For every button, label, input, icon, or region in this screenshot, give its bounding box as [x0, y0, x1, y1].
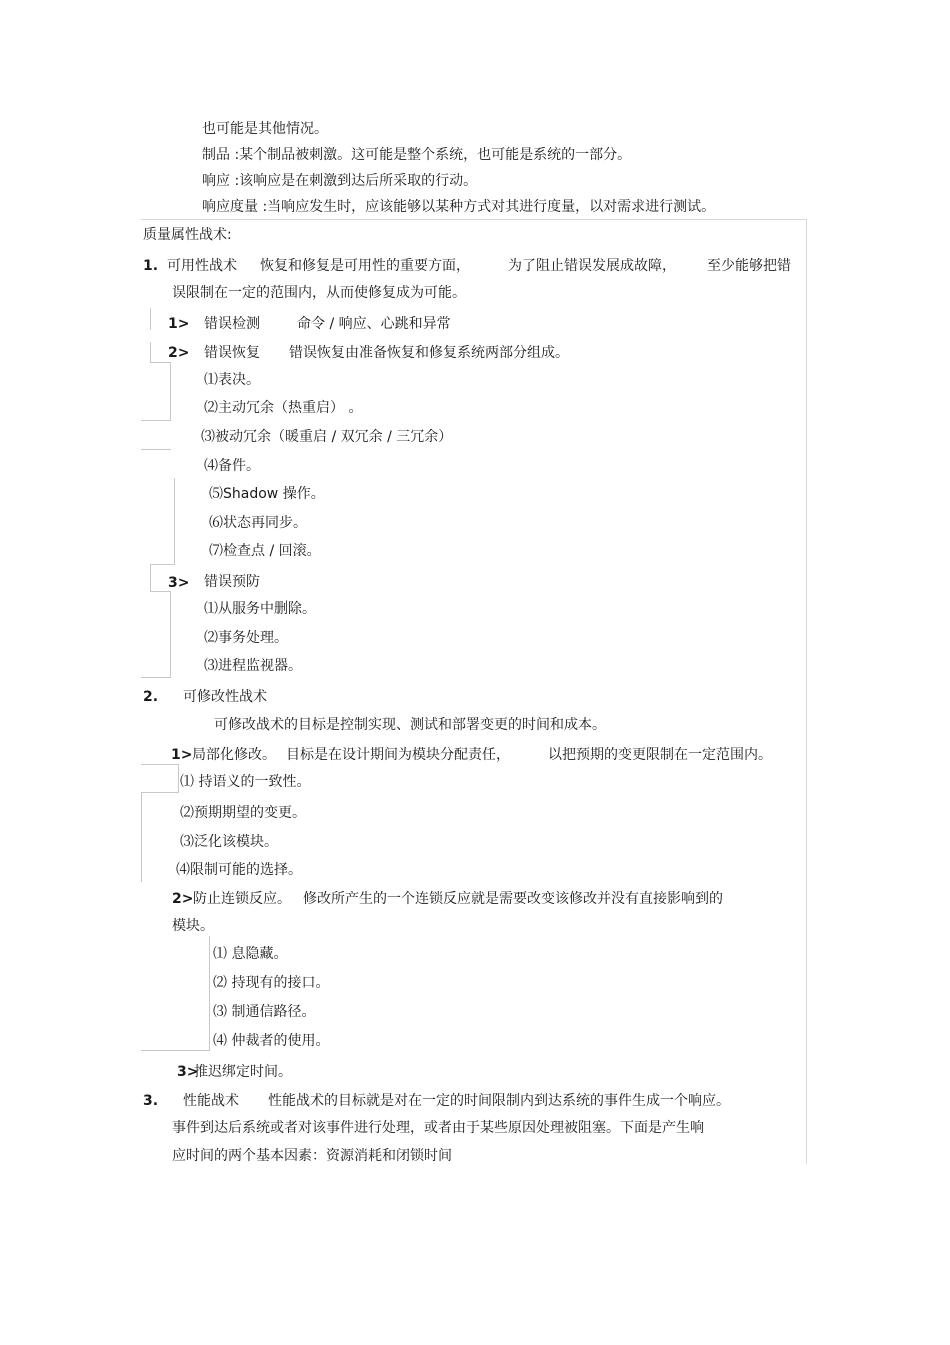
s3-desc-a: 性能战术的目标就是对在一定的时间限制内到达系统的事件生成一个响应。	[268, 1093, 730, 1109]
s1-desc-a: 恢复和修复是可用性的重要方面，	[260, 258, 470, 274]
s2-sub3-title: 推迟绑定时间。	[194, 1064, 292, 1080]
s1-sub1-desc: 命令 / 响应、心跳和异常	[297, 316, 451, 332]
bracket-line	[150, 564, 151, 591]
content-frame-right	[806, 219, 807, 1164]
s2-sub1-desc-a: 目标是在设计期间为模块分配责任，	[286, 747, 510, 763]
intro-line-1: 也可能是其他情况。	[202, 121, 328, 137]
s1-sub2-desc: 错误恢复由准备恢复和修复系统两部分组成。	[289, 345, 569, 361]
s1-sub2-number: 2>	[168, 345, 190, 361]
s1-sub2-item: ⑶被动冗余（暖重启 / 双冗余 / 三冗余）	[201, 429, 453, 445]
s2-number: 2.	[143, 689, 159, 705]
s2-title: 可修改性战术	[183, 689, 267, 705]
s1-sub2-item: ⑹状态再同步。	[209, 515, 307, 531]
bracket-line	[141, 792, 142, 882]
bracket-line	[150, 342, 151, 362]
intro-line-4: 响应度量 :当响应发生时，应该能够以某种方式对其进行度量，以对需求进行测试。	[202, 199, 716, 215]
s1-sub2-title: 错误恢复	[204, 345, 260, 361]
s2-sub1-number: 1>	[171, 747, 193, 763]
section-heading: 质量属性战术:	[143, 227, 232, 243]
s1-sub2-item: ⑸Shadow 操作。	[209, 486, 325, 502]
s1-sub3-item: ⑶进程监视器。	[204, 658, 302, 674]
intro-line-2: 制品 :某个制品被刺激。这可能是整个系统，也可能是系统的一部分。	[202, 147, 632, 163]
content-frame-top	[141, 219, 807, 220]
bracket-line	[150, 308, 151, 330]
s1-sub3-item: ⑴从服务中删除。	[204, 601, 316, 617]
bracket-line	[150, 564, 175, 565]
s2-sub1-item: ⑷限制可能的选择。	[176, 862, 302, 878]
s2-sub1-item: ⑵预期期望的变更。	[180, 805, 306, 821]
s3-desc-c: 应时间的两个基本因素：资源消耗和闭锁时间	[172, 1148, 452, 1164]
s1-desc-c: 至少能够把错	[707, 258, 791, 274]
s2-sub2-item: ⑵ 持现有的接口。	[213, 975, 330, 991]
bracket-line	[170, 591, 171, 677]
s2-sub2-number: 2>	[172, 891, 194, 907]
s1-sub3-title: 错误预防	[204, 574, 260, 590]
bracket-line	[141, 1050, 210, 1051]
s2-sub2-desc-a: 修改所产生的一个连锁反应就是需要改变该修改并没有直接影响到的	[303, 891, 723, 907]
s2-sub2-item: ⑷ 仲裁者的使用。	[213, 1033, 330, 1049]
bracket-line	[170, 362, 171, 420]
bracket-line	[141, 449, 171, 450]
s2-sub1-title: 局部化修改。	[192, 747, 276, 763]
s1-number: 1.	[143, 258, 159, 274]
s2-sub1-desc-b: 以把预期的变更限制在一定范围内。	[548, 747, 772, 763]
s1-sub1-title: 错误检测	[204, 316, 260, 332]
s2-sub2-item: ⑴ 息隐藏。	[213, 946, 288, 962]
bracket-line	[141, 677, 171, 678]
bracket-line	[141, 792, 179, 793]
bracket-line	[141, 420, 171, 421]
s1-sub1-number: 1>	[168, 316, 190, 332]
s1-sub2-item: ⑺检查点 / 回滚。	[209, 543, 321, 559]
s2-sub3-number: 3>	[177, 1064, 199, 1080]
s2-sub2-item: ⑶ 制通信路径。	[213, 1004, 316, 1020]
bracket-line	[150, 591, 170, 592]
s2-sub1-item: ⑶泛化该模块。	[180, 834, 278, 850]
s2-sub1-item: ⑴ 持语义的一致性。	[180, 774, 311, 790]
s1-sub3-item: ⑵事务处理。	[204, 630, 288, 646]
bracket-line	[209, 936, 210, 1050]
bracket-line	[150, 362, 170, 363]
s1-desc-d: 误限制在一定的范围内，从而使修复成为可能。	[172, 285, 466, 301]
intro-line-3: 响应 :该响应是在刺激到达后所采取的行动。	[202, 173, 478, 189]
s1-sub2-item: ⑵主动冗余（热重启） 。	[204, 400, 363, 416]
s2-sub2-title: 防止连锁反应。	[193, 891, 291, 907]
bracket-line	[141, 764, 179, 765]
s2-desc: 可修改战术的目标是控制实现、测试和部署变更的时间和成本。	[214, 717, 606, 733]
s3-number: 3.	[143, 1093, 159, 1109]
s1-title: 可用性战术	[167, 258, 237, 274]
s1-desc-b: 为了阻止错误发展成故障，	[508, 258, 676, 274]
s3-desc-b: 事件到达后系统或者对该事件进行处理，或者由于某些原因处理被阻塞。下面是产生响	[172, 1120, 704, 1136]
s1-sub3-number: 3>	[168, 575, 190, 591]
s1-sub2-item: ⑴表决。	[204, 372, 260, 388]
s3-title: 性能战术	[183, 1093, 239, 1109]
bracket-line	[178, 764, 179, 792]
bracket-line	[174, 478, 175, 564]
s1-sub2-item: ⑷备件。	[204, 458, 260, 474]
s2-sub2-desc-b: 模块。	[172, 918, 214, 934]
